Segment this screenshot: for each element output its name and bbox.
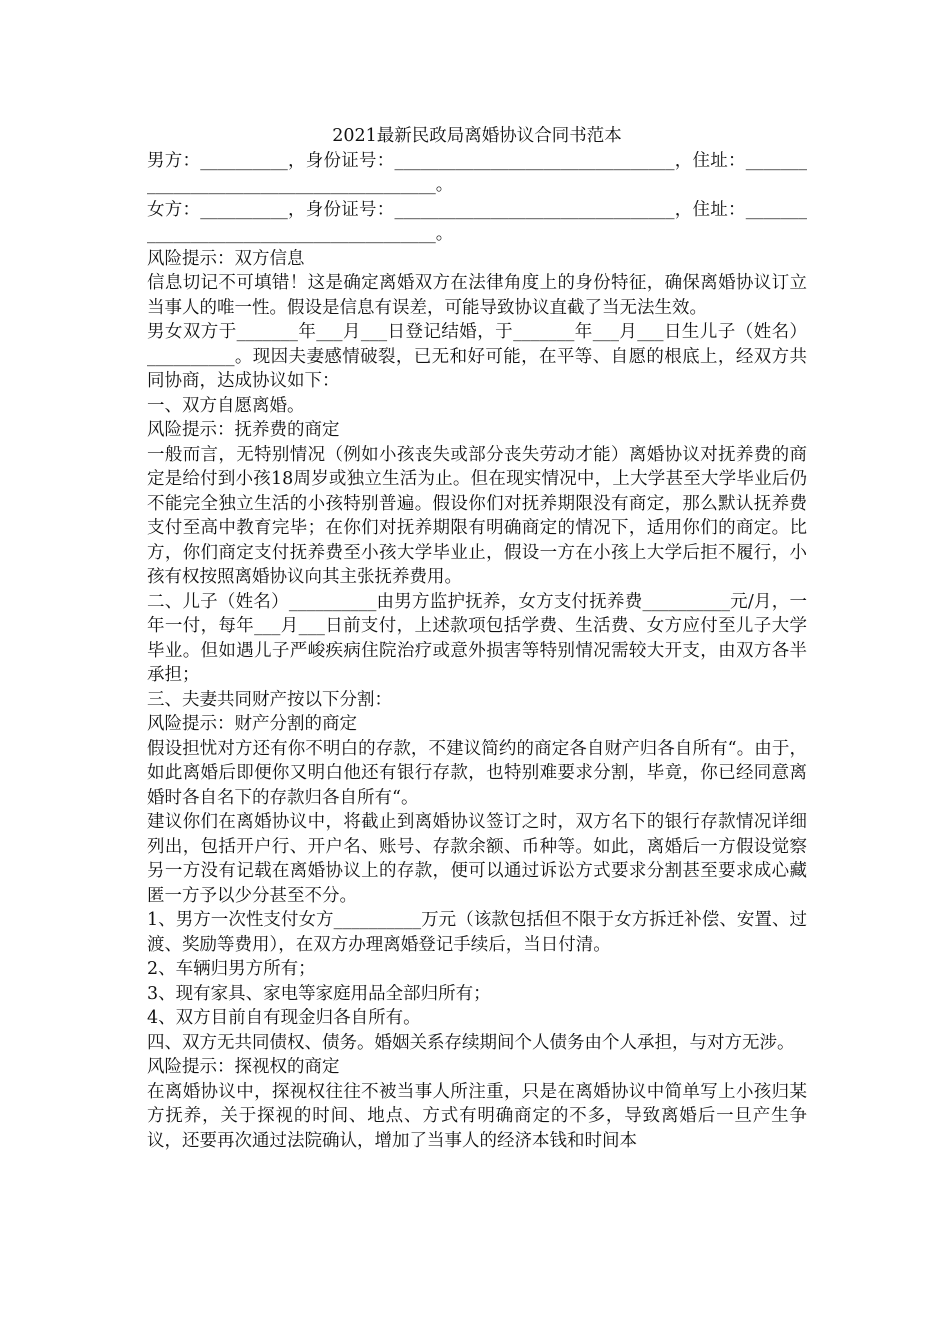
marriage-statement: 男女双方于_______年___月___日登记结婚，于_______年___月___日生儿子（姓名）__________。现因夫妻感情破裂，已无和好可能，在平等、自愿的根底上，经双方共同协商，达成协议如下：	[147, 322, 807, 391]
clause-1: 一、双方自愿离婚。	[147, 395, 305, 416]
wife-info-text: 女方：__________，身份证号：________________________________，住址：________________________________________。	[147, 199, 807, 244]
clause-3-item-1: 1、男方一次性支付女方__________万元（该款包括但不限于女方拆迁补偿、安置、过渡、奖励等费用），在双方办理离婚登记手续后，当日付清。	[147, 910, 807, 955]
clause-3-item-3: 3、现有家具、家电等家庭用品全部归所有；	[147, 983, 491, 1004]
clause-3-item-2: 2、车辆归男方所有；	[147, 959, 316, 979]
clause-4: 四、双方无共同债权、债务。婚姻关系存续期间个人债务由个人承担，与对方无涉。	[147, 1032, 795, 1053]
document-title: 2021最新民政局离婚协议合同书范本	[332, 126, 622, 146]
wife-info	[147, 198, 807, 247]
risk-tip-identity-body: 信息切记不可填错！这是确定离婚双方在法律角度上的身份特征，确保离婚协议订立当事人的唯一性。假设是信息有误差，可能导致协议直截了当无法生效。	[147, 273, 807, 318]
risk-tip-property-body-2: 建议你们在离婚协议中，将截止到离婚协议签订之时，双方名下的银行存款情况详细列出，包括开户行、开户名、账号、存款余额、币种等。如此，离婚后一方假设觉察另一方没有记载在离婚协议上的存款，便可以通过诉讼方式要求分割甚至要求成心藏匿一方予以少分甚至不分。	[147, 812, 807, 906]
clause-3: 三、夫妻共同财产按以下分割：	[147, 689, 392, 710]
risk-tip-property-heading: 风险提示：财产分割的商定	[147, 714, 357, 734]
clause-2: 二、儿子（姓名）__________由男方监护抚养，女方支付抚养费__________元/月，一年一付，每年___月___日前支付，上述款项包括学费、生活费、女方应付至儿子大学毕业。但如遇儿子严峻疾病住院治疗或意外损害等特别情况需较大开支，由双方各半承担；	[147, 591, 807, 685]
risk-tip-identity-heading: 风险提示：双方信息	[147, 248, 305, 269]
risk-tip-property-body-1: 假设担忧对方还有你不明白的存款，不建议简约的商定各自财产归各自所有“。由于，如此离婚后即便你又明白他还有银行存款，也特别难要求分割，毕竟，你已经同意离婚时各自名下的存款归各自所有“。	[147, 738, 807, 808]
risk-tip-visitation-body: 在离婚协议中，探视权往往不被当事人所注重，只是在离婚协议中简单写上小孩归某方抚养，关于探视的时间、地点、方式有明确商定的不多，导致离婚后一旦产生争议，还要再次通过法院确认，增加了当事人的经济本钱和时间本	[147, 1081, 807, 1151]
clause-3-item-4: 4、双方目前自有现金归各自所有。	[147, 1008, 421, 1028]
document-page	[147, 124, 807, 1153]
risk-tip-support-heading: 风险提示：抚养费的商定	[147, 420, 340, 440]
risk-tip-visitation-heading: 风险提示：探视权的商定	[147, 1057, 340, 1077]
husband-info-text: 男方：__________，身份证号：________________________________，住址：________________________________________。	[147, 150, 807, 195]
husband-info	[147, 149, 807, 198]
risk-tip-support-body: 一般而言，无特别情况（例如小孩丧失或部分丧失劳动才能）离婚协议对抚养费的商定是给付到小孩18周岁或独立生活为止。但在现实情况中，上大学甚至大学毕业后仍不能完全独立生活的小孩特别普遍。假设你们对抚养期限没有商定，那么默认抚养费支付至高中教育完毕；在你们对抚养期限有明确商定的情况下，适用你们的商定。比方，你们商定支付抚养费至小孩大学毕业止，假设一方在小孩上大学后拒不履行，小孩有权按照离婚协议向其主张抚养费用。	[147, 444, 807, 587]
